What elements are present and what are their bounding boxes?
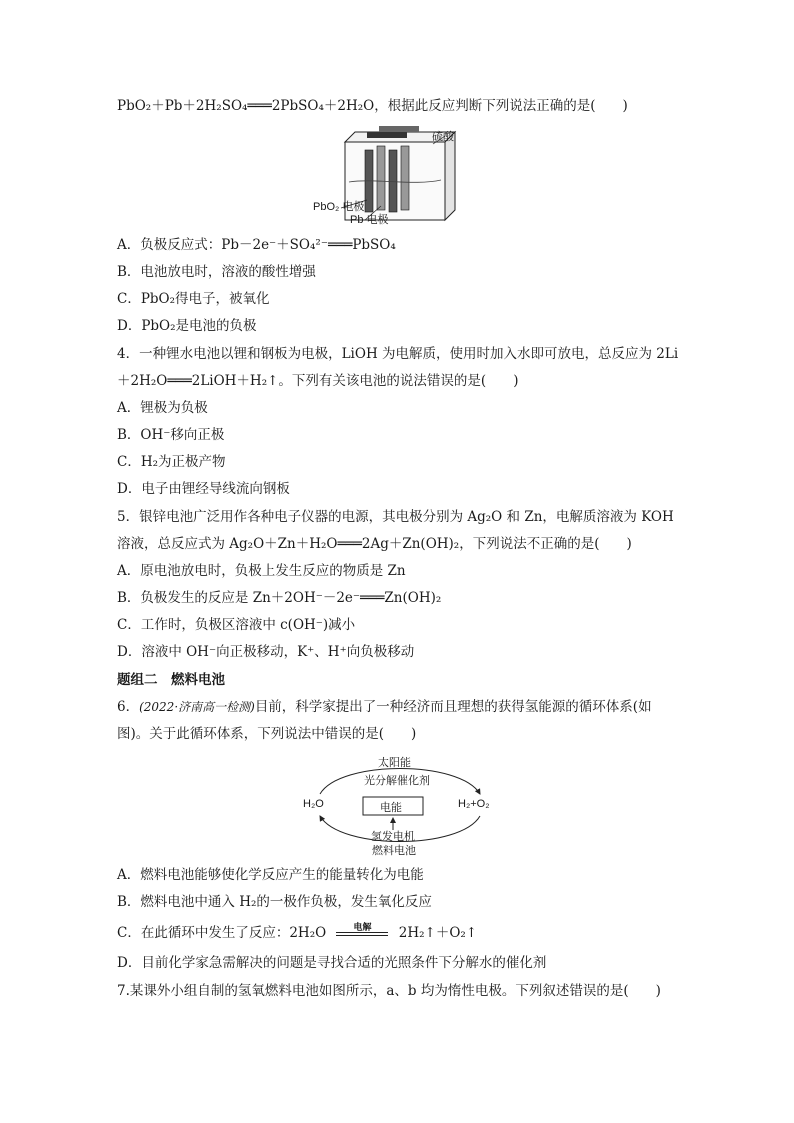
q3-option-a: A．负极反应式：Pb－2e⁻＋SO₄²⁻═══PbSO₄ bbox=[117, 237, 396, 253]
label-electric-energy: 电能 bbox=[380, 802, 402, 814]
q6-stem-text: 目前，科学家提出了一种经济而且理想的获得氢能源的循环体系(如 bbox=[254, 699, 652, 715]
label-acid: 硫酸 bbox=[432, 131, 454, 143]
q4-option-b: B．OH⁻移向正极 bbox=[117, 427, 225, 443]
q3-stem: PbO₂＋Pb＋2H₂SO₄═══2PbSO₄＋2H₂O，根据此反应判断下列说法正确的是( ) bbox=[117, 98, 628, 114]
q6-option-c bbox=[117, 924, 477, 942]
q4-stem-line1: 4．一种锂水电池以锂和钢板为电极，LiOH 为电解质，使用时加入水即可放电，总反应为 2Li bbox=[117, 346, 679, 362]
label-pbo2-electrode: PbO₂ 电极 bbox=[313, 201, 365, 213]
q6-source: (2022·济南高一检测) bbox=[139, 700, 255, 714]
label-water: H₂O bbox=[303, 798, 324, 810]
label-hydrogen-generator: 氢发电机 bbox=[371, 831, 415, 843]
q7-stem: 7.某课外小组自制的氢氧燃料电池如图所示，a、b 均为惰性电极。下列叙述错误的是( ) bbox=[117, 983, 661, 999]
q6-option-c-products: 2H₂↑＋O₂↑ bbox=[398, 925, 478, 941]
q6-option-d: D．目前化学家急需解决的问题是寻找合适的光照条件下分解水的催化剂 bbox=[117, 955, 547, 971]
label-solar-energy: 太阳能 bbox=[378, 757, 411, 769]
q5-option-d: D．溶液中 OH⁻向正极移动，K⁺、H⁺向负极移动 bbox=[117, 644, 415, 660]
q4-stem-line2: ＋2H₂O═══2LiOH＋H₂↑。下列有关该电池的说法错误的是( ) bbox=[117, 373, 519, 389]
q4-option-d: D．电子由锂经导线流向钢板 bbox=[117, 481, 290, 497]
q6-stem-line1 bbox=[117, 698, 652, 716]
q3-option-b: B．电池放电时，溶液的酸性增强 bbox=[117, 264, 316, 280]
q5-stem-line2: 溶液，总反应式为 Ag₂O＋Zn＋H₂O═══2Ag＋Zn(OH)₂，下列说法不正确的是( ) bbox=[117, 536, 632, 552]
electrolysis-label: 电解 bbox=[353, 922, 372, 933]
section-heading: 题组二 燃料电池 bbox=[117, 672, 225, 688]
q6-option-b: B．燃料电池中通入 H₂的一极作负极，发生氧化反应 bbox=[117, 894, 432, 910]
q5-option-a: A．原电池放电时，负极上发生反应的物质是 Zn bbox=[117, 563, 406, 579]
q6-option-a: A．燃料电池能够使化学反应产生的能量转化为电能 bbox=[117, 867, 424, 883]
q6-stem-line2: 图)。关于此循环体系，下列说法中错误的是( ) bbox=[117, 726, 417, 742]
q3-option-d: D．PbO₂是电池的负极 bbox=[117, 318, 257, 334]
label-photocatalyst: 光分解催化剂 bbox=[364, 775, 430, 787]
electrolysis-arrow bbox=[336, 922, 388, 936]
label-h2-o2: H₂+O₂ bbox=[458, 798, 490, 810]
q6-number: 6． bbox=[117, 699, 140, 715]
q5-stem-line1: 5．银锌电池广泛用作各种电子仪器的电源，其电极分别为 Ag₂O 和 Zn，电解质溶液为 KOH bbox=[117, 509, 674, 525]
q3-option-c: C．PbO₂得电子，被氧化 bbox=[117, 291, 270, 307]
q5-option-b: B．负极发生的反应是 Zn＋2OH⁻－2e⁻═══Zn(OH)₂ bbox=[117, 590, 442, 606]
q4-option-a: A．锂极为负极 bbox=[117, 400, 208, 416]
q6-option-c-text: C．在此循环中发生了反应：2H₂O bbox=[117, 925, 327, 941]
label-fuel-cell: 燃料电池 bbox=[372, 845, 416, 857]
q4-option-c: C．H₂为正极产物 bbox=[117, 454, 226, 470]
q5-option-c: C．工作时，负极区溶液中 c(OH⁻)减小 bbox=[117, 617, 356, 633]
label-pb-electrode: Pb 电极 bbox=[350, 214, 389, 226]
